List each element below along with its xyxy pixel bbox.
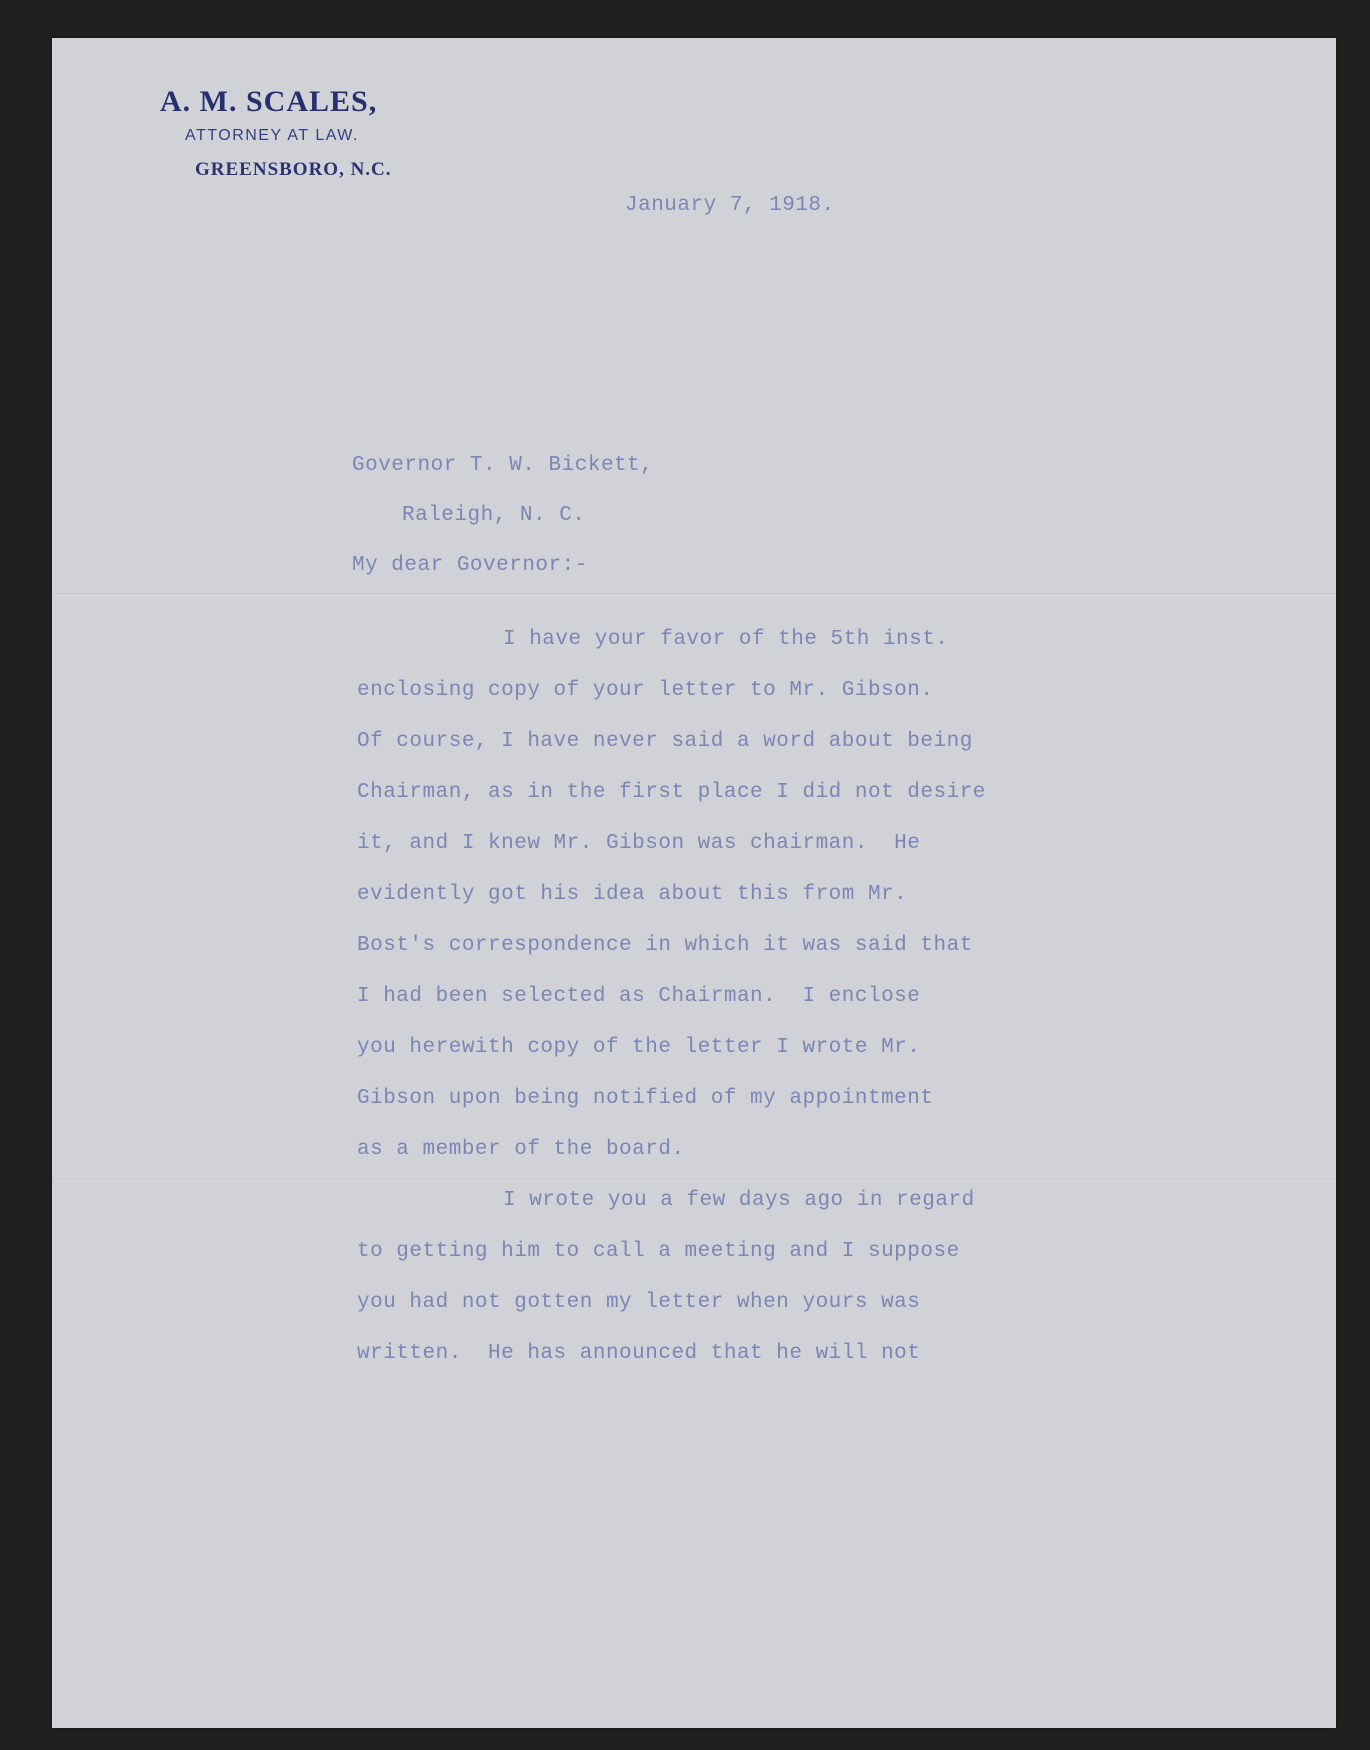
paper-fold-line [52,593,1336,596]
body-line: I had been selected as Chairman. I enclose [357,985,921,1008]
letterhead-city: GREENSBORO, N.C. [195,159,392,180]
body-line: as a member of the board. [357,1138,685,1161]
body-line: I have your favor of the 5th inst. [503,628,949,651]
body-line: it, and I knew Mr. Gibson was chairman. He [357,832,921,855]
body-line: Gibson upon being notified of my appointment [357,1087,934,1110]
body-line: you herewith copy of the letter I wrote Mr. [357,1036,921,1059]
body-line: Chairman, as in the first place I did not desire [357,781,986,804]
letter-date: January 7, 1918. [625,194,835,217]
body-line: you had not gotten my letter when yours was [357,1291,921,1314]
body-line: written. He has announced that he will not [357,1342,921,1365]
letterhead [110,85,410,181]
body-line: Of course, I have never said a word about being [357,730,973,753]
body-line: enclosing copy of your letter to Mr. Gibson. [357,679,934,702]
salutation: My dear Governor:- [352,554,588,577]
recipient-city: Raleigh, N. C. [402,504,586,527]
body-line: Bost's correspondence in which it was said that [357,934,973,957]
letterhead-role: ATTORNEY AT LAW. [185,127,359,144]
body-line: to getting him to call a meeting and I suppose [357,1240,960,1263]
recipient-name: Governor T. W. Bickett, [352,454,654,477]
body-line: evidently got his idea about this from Mr. [357,883,908,906]
letter-body [357,614,986,1379]
body-line: I wrote you a few days ago in regard [503,1189,975,1212]
letterhead-name: A. M. SCALES, [160,85,378,118]
